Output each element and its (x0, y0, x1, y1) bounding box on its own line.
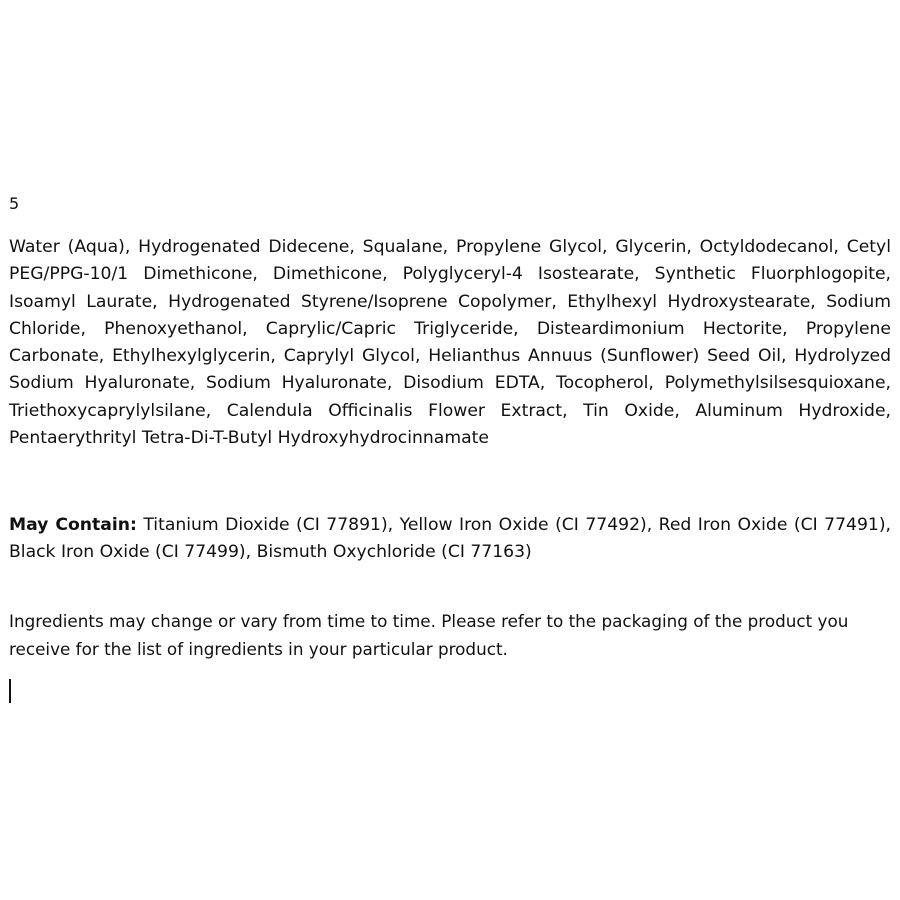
may-contain-text: Titanium Dioxide (CI 77891), Yellow Iron Oxide (CI 77492), Red Iron Oxide (CI 77491), Black Iron Oxide (CI 77499), Bismuth Oxychloride (CI 77163) (9, 515, 891, 563)
may-contain-label: May Contain: (9, 515, 137, 535)
disclaimer-paragraph: Ingredients may change or vary from time to time. Please refer to the packaging of the product you receive for the list of ingredients in your particular product. (9, 611, 849, 659)
ingredients-paragraph: Water (Aqua), Hydrogenated Didecene, Squalane, Propylene Glycol, Glycerin, Octyldodecanol, Cetyl PEG/PPG-10/1 Dimethicone, Dimethicone, Polyglyceryl-4 Isostearate, Synthetic Fluorphlogopite, Isoamyl Laurate, Hydrogenated Styrene/Isoprene Copolymer, Ethylhexyl Hydroxystearate, Sodium Chloride, Phenoxyethanol, Caprylic/Capric Triglyceride, Disteardimonium Hectorite, Propylene Carbonate, Ethylhexylglycerin, Caprylyl Glycol, Helianthus Annuus (Sunflower) Seed Oil, Hydrolyzed Sodium Hyaluronate, Sodium Hyaluronate, Disodium EDTA, Tocopherol, Polymethylsilsesquioxane, Triethoxycaprylylsilane, Calendula Officinalis Flower Extract, Tin Oxide, Aluminum Hydroxide, Pentaerythrityl Tetra-Di-T-Butyl Hydroxyhydrocinnamate (9, 237, 891, 449)
may-contain-paragraph (9, 512, 891, 567)
text-cursor[interactable] (9, 679, 11, 703)
page-number: 5 (9, 194, 20, 213)
